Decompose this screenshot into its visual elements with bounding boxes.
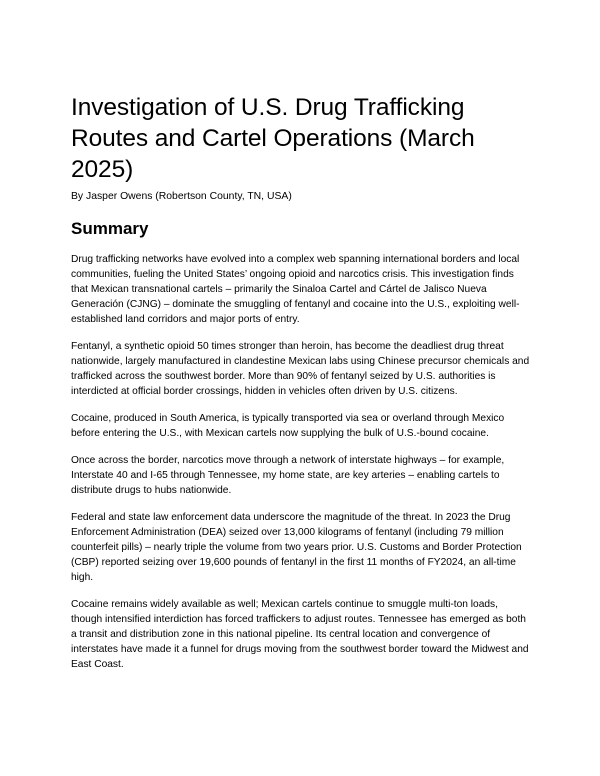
paragraph: Drug trafficking networks have evolved into a complex web spanning international borders and local communities, fueling the United States’ ongoing opioid and narcotics crisis. This investigation finds that Mexican transnational cartels – primarily the Sinaloa Cartel and Cártel de Jalisco Nueva Generación (CJNG) – dominate the smuggling of fentanyl and cocaine into the U.S., exploiting well-established land corridors and major ports of entry. bbox=[71, 254, 520, 325]
paragraph: Fentanyl, a synthetic opioid 50 times stronger than heroin, has become the deadliest drug threat nationwide, largely manufactured in clandestine Mexican labs using Chinese precursor chemicals and trafficked across the southwest border. More than 90% of fentanyl seized by U.S. authorities is interdicted at official border crossings, hidden in vehicles often driven by U.S. citizens. bbox=[71, 341, 530, 397]
paragraph: Once across the border, narcotics move through a network of interstate highways – for example, Interstate 40 and I-65 through Tennessee, my home state, are key arteries – enabling cartels to distribute drugs to hubs nationwide. bbox=[71, 455, 505, 496]
author-byline: By Jasper Owens (Robertson County, TN, USA) bbox=[71, 191, 292, 202]
paragraph: Cocaine remains widely available as well; Mexican cartels continue to smuggle multi-ton loads, though intensified interdiction has forced traffickers to adjust routes. Tennessee has emerged as both a transit and distribution zone in this national pipeline. Its central location and convergence of interstates have made it a funnel for drugs moving from the southwest border toward the Midwest and East Coast. bbox=[71, 599, 529, 670]
paragraph: Federal and state law enforcement data underscore the magnitude of the threat. In 2023 the Drug Enforcement Administration (DEA) seized over 13,000 kilograms of fentanyl (including 79 million counterfeit pills) – nearly triple the volume from two years prior. U.S. Customs and Border Protection (CBP) reported seizing over 19,600 pounds of fentanyl in the first 11 months of FY2024, an all-time high. bbox=[71, 512, 522, 583]
section-heading-summary: Summary bbox=[71, 219, 149, 238]
paragraph: Cocaine, produced in South America, is typically transported via sea or overland through Mexico before entering the U.S., with Mexican cartels now supplying the bulk of U.S.-bound cocaine. bbox=[71, 413, 505, 439]
document-title: Investigation of U.S. Drug Trafficking Routes and Cartel Operations (March 2025) bbox=[71, 94, 475, 183]
document-page bbox=[71, 92, 531, 672]
